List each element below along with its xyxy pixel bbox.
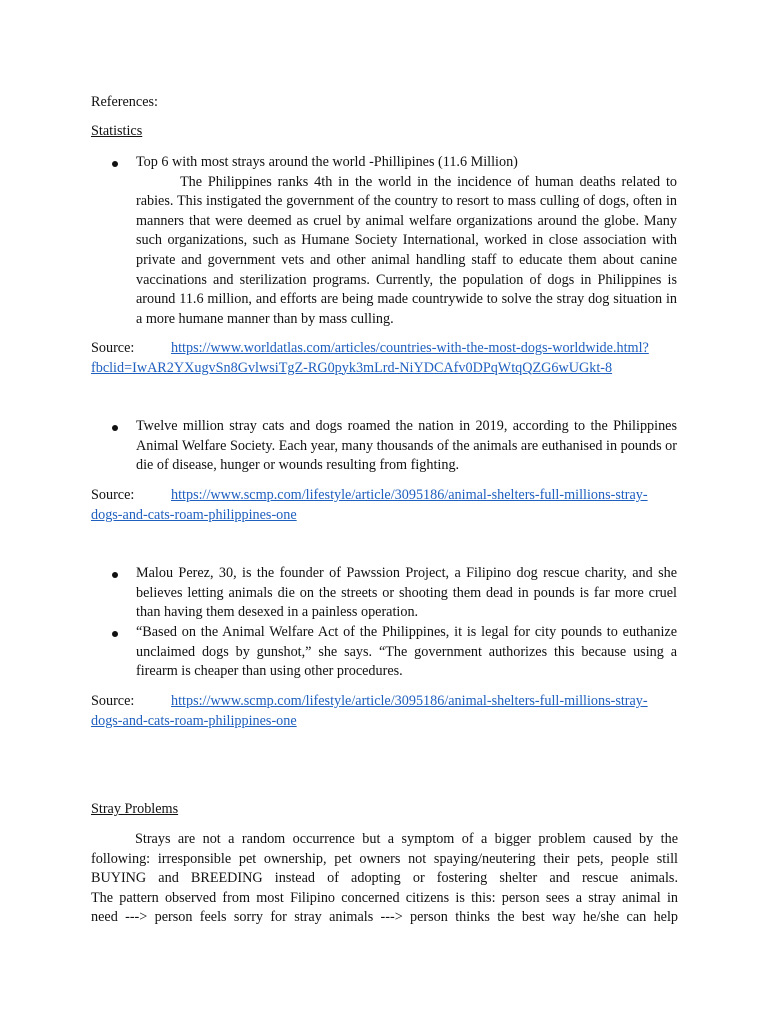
source-label: Source: [91,487,135,503]
bullet-icon [112,419,118,431]
source-citation [91,486,678,525]
source-link[interactable]: https://www.worldatlas.com/articles/countries-with-the-most-dogs-worldwide.html? [171,340,649,356]
list-item [136,623,677,682]
source-link[interactable]: https://www.scmp.com/lifestyle/article/3095186/animal-shelters-full-millions-stray- [171,487,648,503]
list-item [136,417,677,476]
list-item [136,153,677,329]
bullet-icon [112,566,118,578]
bullet-icon [112,155,118,167]
paragraph-line: Strays are not a random occurrence but a symptom of a bigger problem caused by the [135,831,678,847]
source-label: Source: [91,340,135,356]
source-link-continued[interactable]: fbclid=IwAR2YXugvSn8GvlwsiTgZ-RG0pyk3mLrd-NiYDCAfv0DPqWtqQZG6wUGkt-8 [91,359,613,376]
item-text: “Based on the Animal Welfare Act of the Philippines, it is legal for city pounds to euthanize unclaimed dogs by gunshot,” she says. “The government authorizes this because using a firearm is cheaper than using other procedures. [136,624,677,680]
list-item [136,564,677,623]
source-link[interactable]: https://www.scmp.com/lifestyle/article/3095186/animal-shelters-full-millions-stray- [171,693,648,709]
source-label: Source: [91,693,135,709]
source-citation [91,339,678,378]
stray-problems-paragraph [91,830,678,928]
paragraph-line: BUYING and BREEDING instead of adopting or fostering shelter and rescue animals. [91,870,678,887]
source-citation [91,692,678,731]
paragraph-line: following: irresponsible pet ownership, pet owners not spaying/neutering their pets, people still [91,850,678,867]
item-text: Twelve million stray cats and dogs roamed the nation in 2019, according to the Philippines Animal Welfare Society. Each year, many thousands of the animals are euthanised in pounds or die of disease, hunger or wounds resulting from fighting. [136,418,677,474]
item-body: The Philippines ranks 4th in the world in the incidence of human deaths related to rabies. This instigated the government of the country to resort to mass culling of dogs, often in manners that were deemed as cruel by animal welfare organizations around the globe. Many such organizations, such as Humane Society International, worked in close association with private and government vets and other animal handling staff to educate them about canine vaccinations and sterilization programs. Currently, the population of dogs in Philippines is around 11.6 million, and efforts are being made countrywide to solve the stray dog situation in a more humane manner than by mass culling. [136,173,677,327]
bullet-icon [112,625,118,637]
item-title: Top 6 with most strays around the world -Phillipines (11.6 Million) [136,154,518,170]
stray-problems-heading: Stray Problems [91,801,179,817]
item-text: Malou Perez, 30, is the founder of Pawssion Project, a Filipino dog rescue charity, and she believes letting animals die on the streets or shooting them dead in pounds is far more cruel than having them desexed in a painless operation. [136,565,677,621]
source-link-continued[interactable]: dogs-and-cats-roam-philippines-one [91,712,297,729]
statistics-heading: Statistics [91,123,143,139]
references-label: References: [91,94,158,110]
paragraph-line: The pattern observed from most Filipino concerned citizens is this: person sees a stray animal in [91,889,678,906]
source-link-continued[interactable]: dogs-and-cats-roam-philippines-one [91,506,297,523]
paragraph-line: need ---> person feels sorry for stray animals ---> person thinks the best way he/she can help [91,909,678,926]
